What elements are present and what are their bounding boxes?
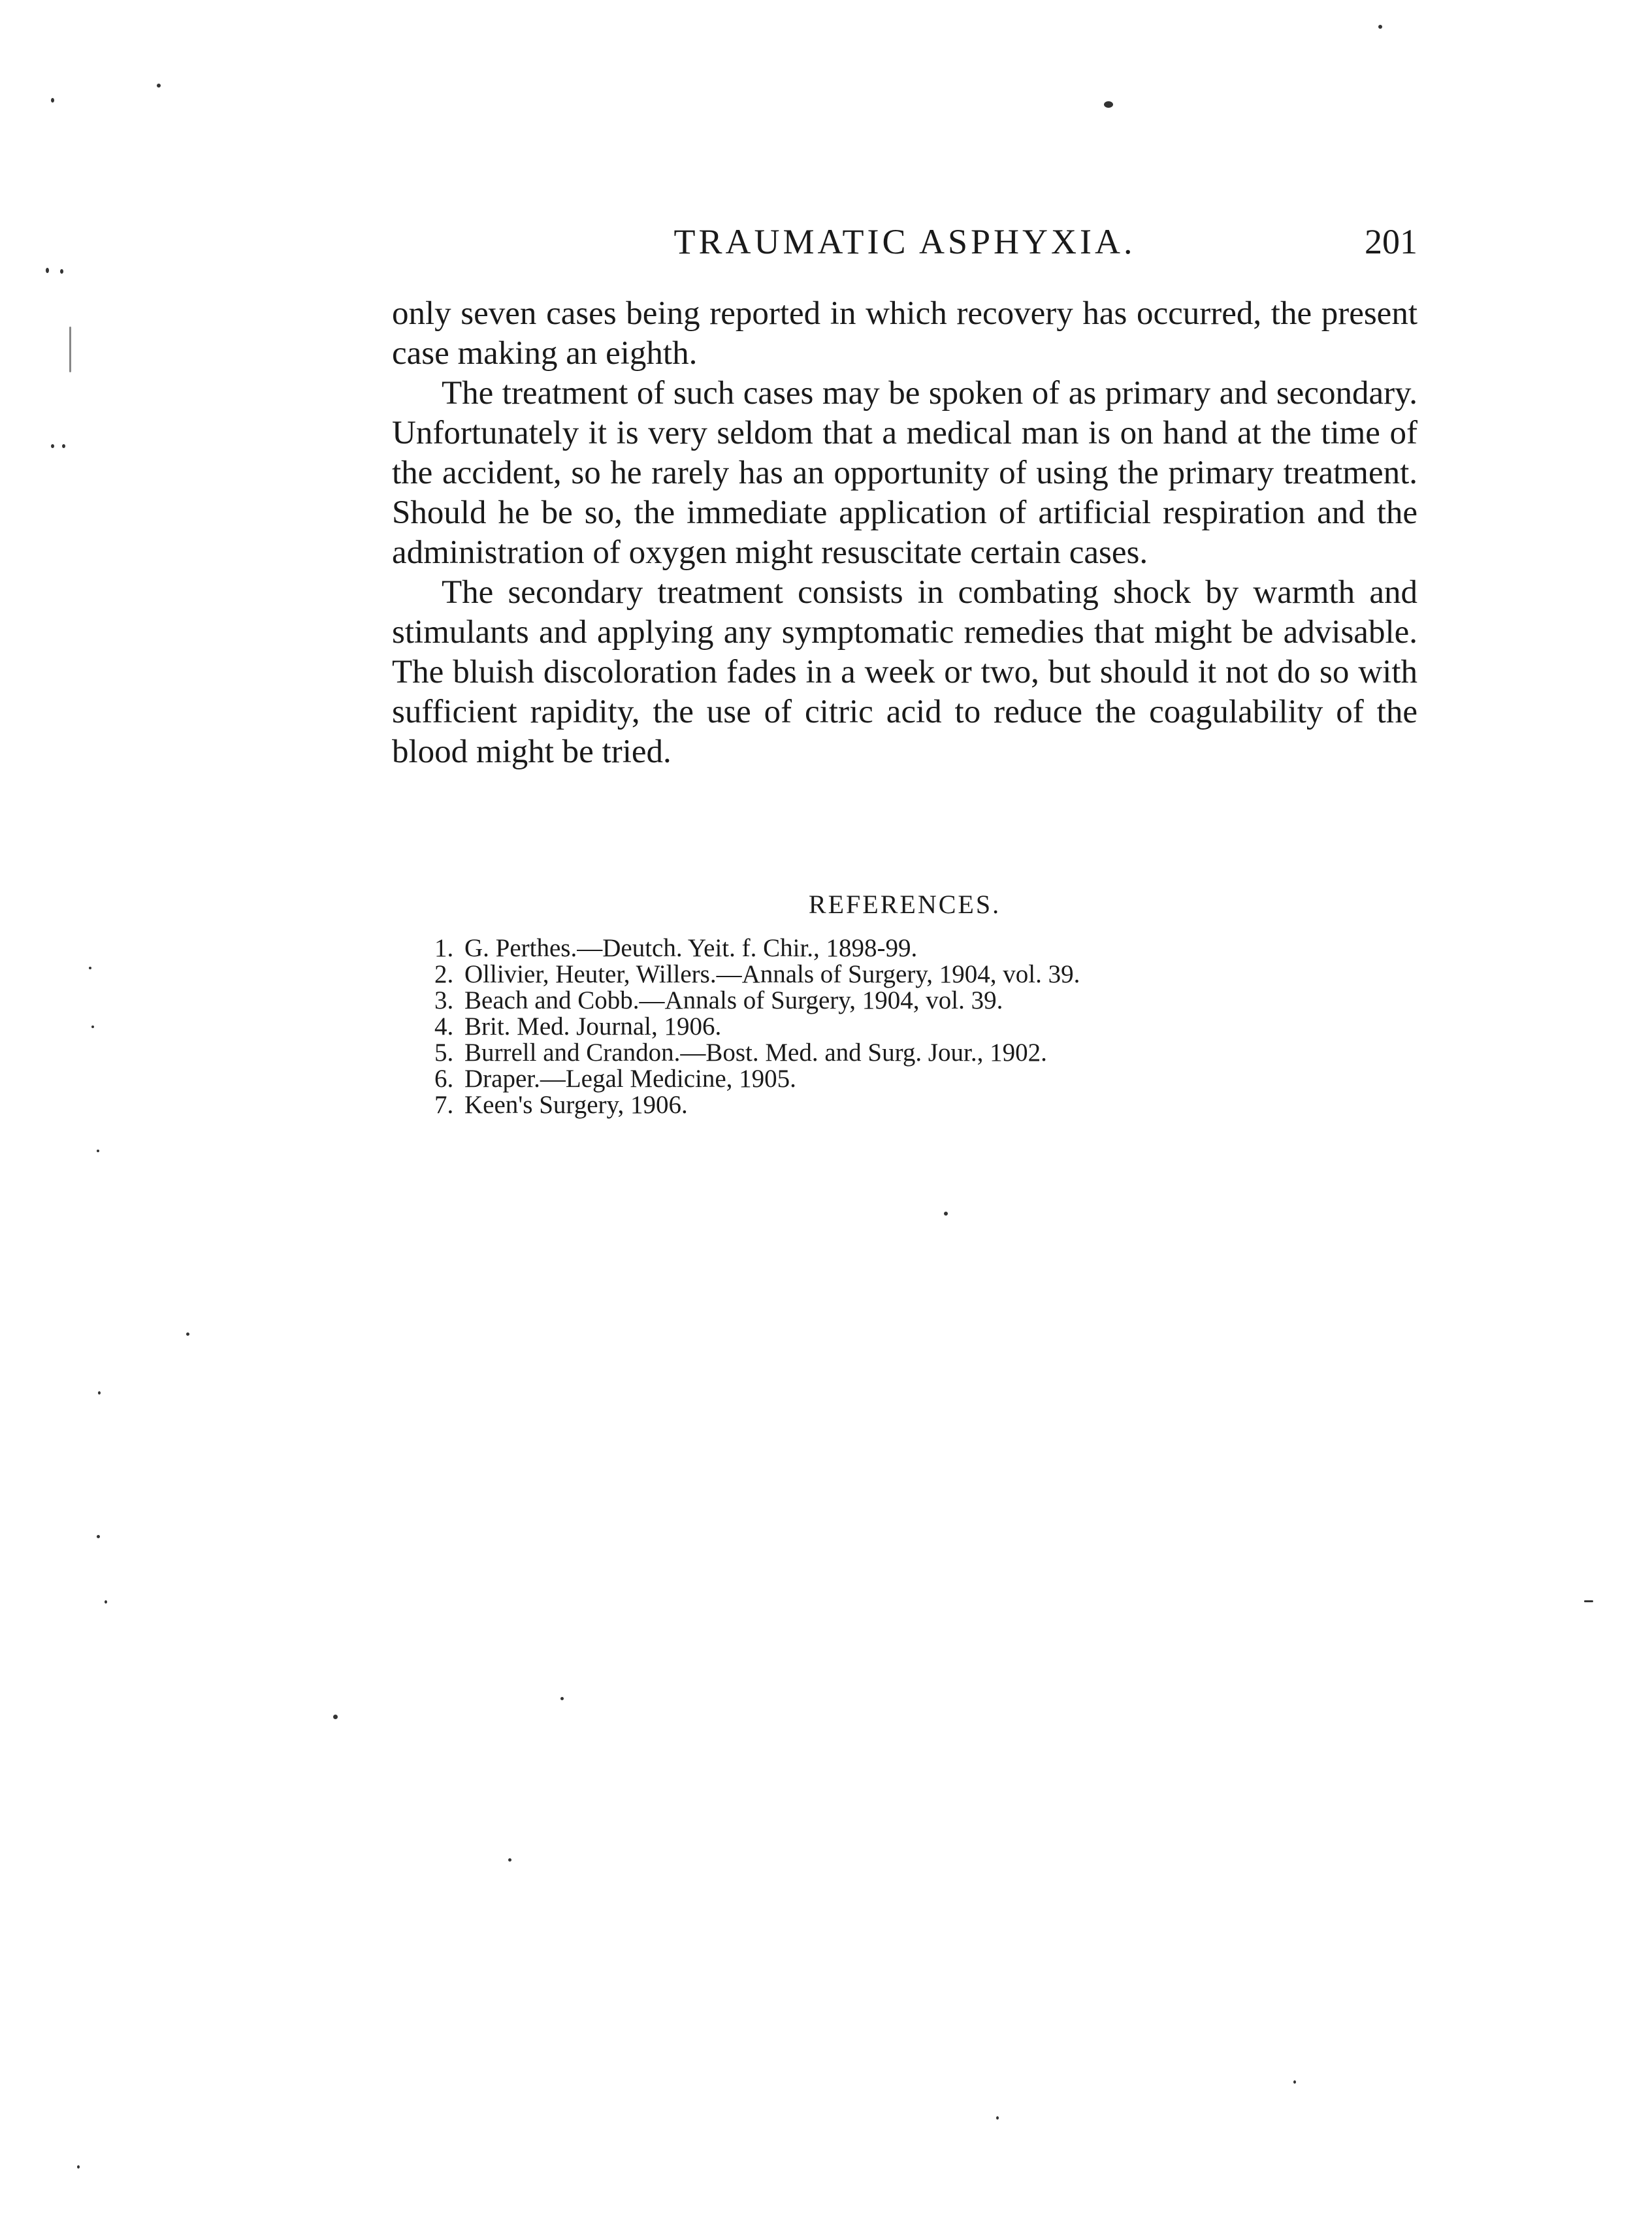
reference-item	[434, 1092, 1349, 1118]
reference-number: 6.	[434, 1065, 454, 1093]
reference-item	[434, 935, 1349, 961]
scan-speck	[69, 327, 71, 372]
reference-text: G. Perthes.—Deutch. Yeit. f. Chir., 1898-99.	[464, 934, 918, 962]
running-head	[392, 216, 1417, 268]
scan-speck	[157, 84, 161, 88]
scan-speck	[51, 444, 54, 448]
reference-number: 4.	[434, 1012, 454, 1041]
body-text	[392, 294, 1417, 772]
paragraph-secondary-treatment: The secondary treatment consists in combating shock by warmth and stimulants and applying any symptomatic remedies that might be advisable. The bluish discoloration fades in a week or two, but should it not do so with sufficient rapidity, the use of citric acid to reduce the coagulability of the blood might be tried.	[392, 574, 1417, 770]
reference-text: Keen's Surgery, 1906.	[464, 1091, 688, 1119]
reference-number: 2.	[434, 960, 454, 988]
scan-speck	[46, 268, 49, 273]
scan-speck	[560, 1697, 564, 1700]
references-heading: REFERENCES.	[808, 890, 1001, 919]
reference-item	[434, 961, 1349, 988]
scan-speck	[333, 1715, 338, 1719]
scan-speck	[60, 269, 63, 274]
paragraph-continued: only seven cases being reported in which recovery has occurred, the present case making an eighth.	[392, 295, 1417, 372]
reference-number: 3.	[434, 986, 454, 1014]
reference-number: 7.	[434, 1091, 454, 1119]
scan-speck	[51, 98, 54, 103]
scan-speck	[62, 444, 65, 448]
scan-speck	[105, 1600, 107, 1604]
scan-speck	[1293, 2080, 1296, 2084]
scan-speck	[1584, 1600, 1593, 1602]
reference-text: Brit. Med. Journal, 1906.	[464, 1012, 722, 1041]
page-number: 201	[1365, 222, 1417, 261]
reference-text: Burrell and Crandon.—Bost. Med. and Surg. Jour., 1902.	[464, 1039, 1047, 1067]
scan-speck	[98, 1391, 101, 1395]
reference-text: Ollivier, Heuter, Willers.—Annals of Surgery, 1904, vol. 39.	[464, 960, 1080, 988]
reference-text: Beach and Cobb.—Annals of Surgery, 1904, vol. 39.	[464, 986, 1003, 1014]
scan-speck	[944, 1212, 948, 1216]
scan-speck	[97, 1150, 99, 1152]
running-title: TRAUMATIC ASPHYXIA.	[673, 222, 1136, 261]
reference-number: 5.	[434, 1039, 454, 1067]
scan-speck	[97, 1535, 100, 1538]
scan-speck	[91, 1025, 94, 1028]
reference-number: 1.	[434, 934, 454, 962]
scan-speck	[186, 1332, 189, 1336]
scan-speck	[1104, 101, 1113, 108]
paragraph-treatment: The treatment of such cases may be spoken of as primary and secondary. Unfortunately it is very seldom that a medical man is on hand at the time of the accident, so he rarely has an opportunity of using the primary treatment. Should he be so, the immediate application of artificial respiration and the administration of oxygen might resuscitate certain cases.	[392, 375, 1417, 571]
reference-item	[434, 1040, 1349, 1066]
scan-speck	[1378, 25, 1382, 29]
scan-speck	[508, 1858, 511, 1862]
scan-speck	[89, 967, 91, 969]
references-list	[434, 935, 1349, 1118]
reference-text: Draper.—Legal Medicine, 1905.	[464, 1065, 796, 1093]
scan-speck	[996, 2116, 999, 2120]
reference-item	[434, 1014, 1349, 1040]
reference-item	[434, 988, 1349, 1014]
scan-speck	[77, 2165, 80, 2169]
reference-item	[434, 1066, 1349, 1092]
